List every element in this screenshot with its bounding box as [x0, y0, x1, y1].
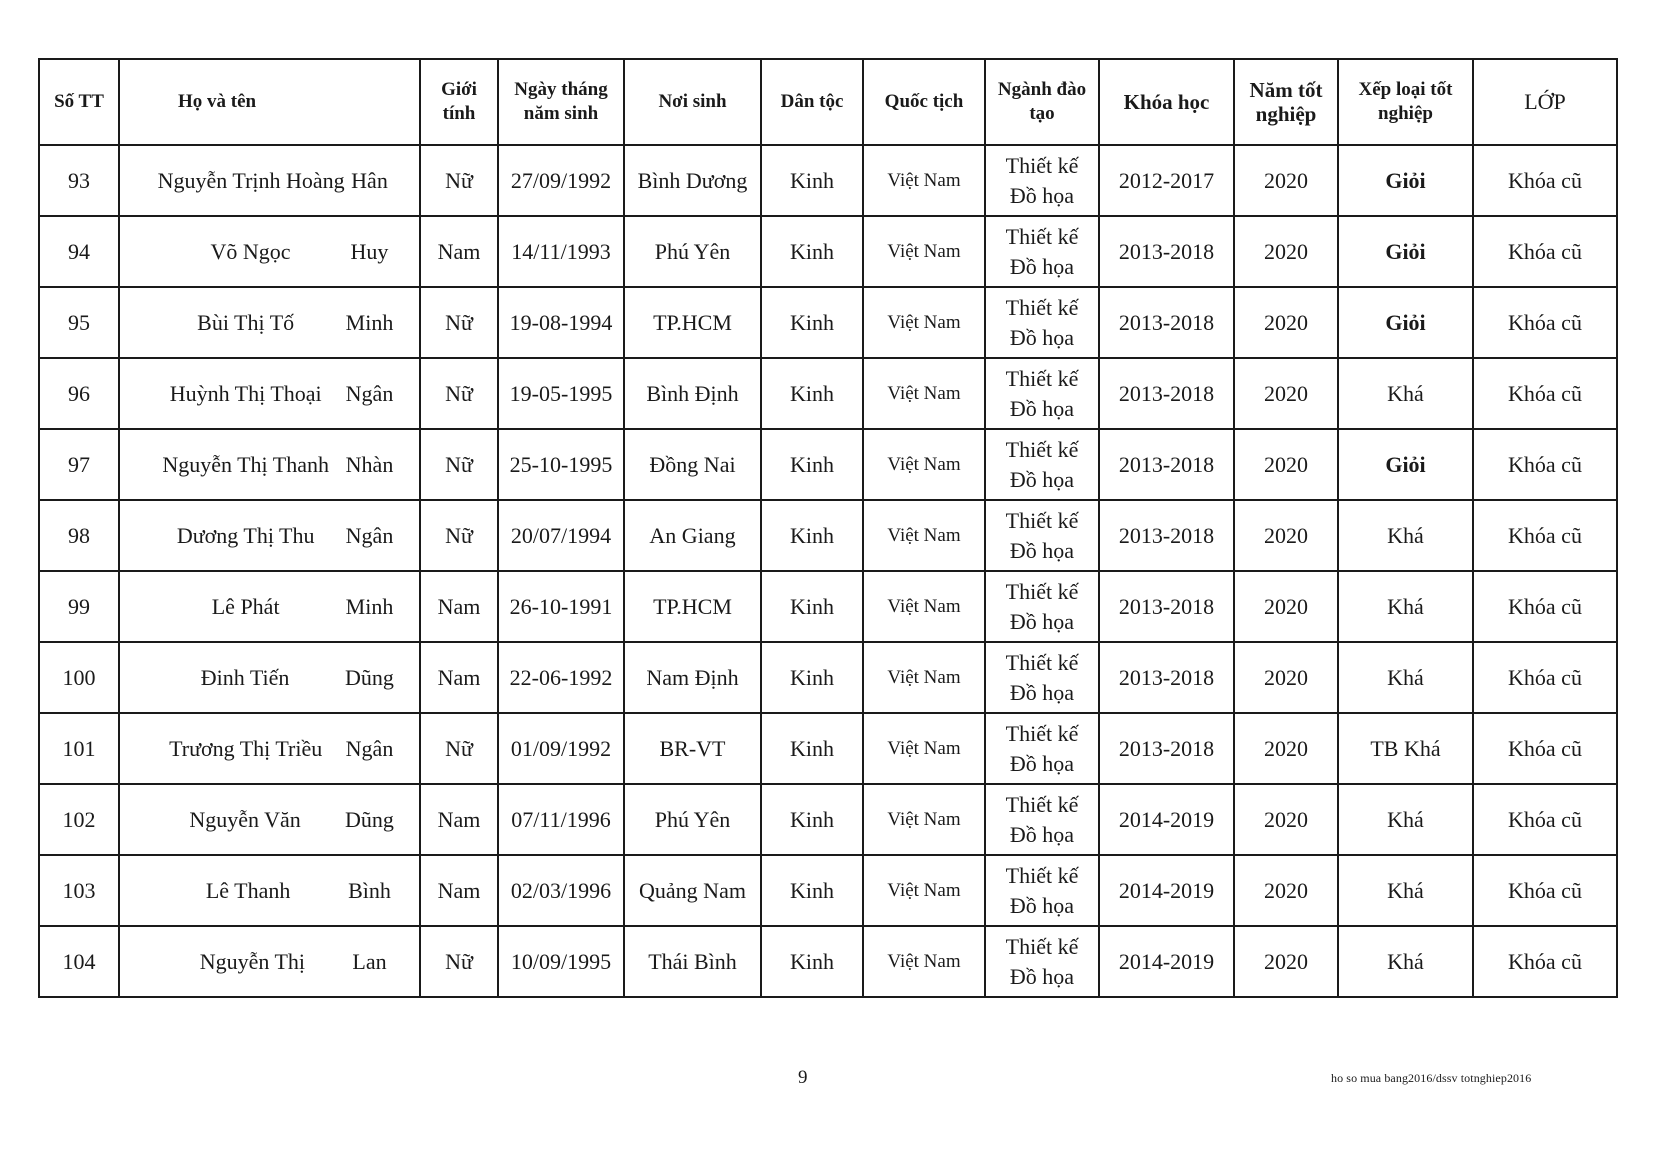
cell-nationality: Việt Nam [863, 571, 985, 642]
cell-nationality: Việt Nam [863, 429, 985, 500]
graduate-roster-table [38, 58, 1618, 998]
cell-class: Khóa cũ [1473, 145, 1617, 216]
cell-major: Thiết kế Đồ họa [985, 713, 1099, 784]
cell-major: Thiết kế Đồ họa [985, 855, 1099, 926]
table-row [39, 429, 1617, 500]
cell-nationality: Việt Nam [863, 784, 985, 855]
cell-birthdate: 14/11/1993 [498, 216, 624, 287]
cell-major: Thiết kế Đồ họa [985, 145, 1099, 216]
cell-gender: Nam [420, 571, 498, 642]
cell-class: Khóa cũ [1473, 287, 1617, 358]
cell-rank: Giỏi [1338, 145, 1473, 216]
cell-birthdate: 19-08-1994 [498, 287, 624, 358]
cell-ethnicity: Kinh [761, 216, 863, 287]
cell-grad-year: 2020 [1234, 926, 1338, 997]
cell-grad-year: 2020 [1234, 713, 1338, 784]
surname: Bùi Thị Tố [197, 309, 295, 335]
cell-birthplace: Nam Định [624, 642, 761, 713]
header-rank: Xếp loại tốt nghiệp [1338, 59, 1473, 145]
cell-grad-year: 2020 [1234, 358, 1338, 429]
cell-ethnicity: Kinh [761, 500, 863, 571]
cell-stt: 104 [39, 926, 119, 997]
cell-birthdate: 25-10-1995 [498, 429, 624, 500]
given-name: Minh [345, 309, 394, 335]
cell-full-name [119, 784, 420, 855]
cell-birthdate: 10/09/1995 [498, 926, 624, 997]
cell-gender: Nữ [420, 287, 498, 358]
cell-class: Khóa cũ [1473, 216, 1617, 287]
cell-class: Khóa cũ [1473, 500, 1617, 571]
cell-birthplace: Bình Định [624, 358, 761, 429]
cell-birthplace: BR-VT [624, 713, 761, 784]
given-name: Huy [350, 238, 389, 264]
cell-gender: Nữ [420, 500, 498, 571]
cell-full-name [119, 145, 420, 216]
cell-ethnicity: Kinh [761, 287, 863, 358]
header-nationality: Quốc tịch [863, 59, 985, 145]
cell-course: 2013-2018 [1099, 358, 1234, 429]
cell-major: Thiết kế Đồ họa [985, 642, 1099, 713]
cell-course: 2013-2018 [1099, 500, 1234, 571]
cell-full-name [119, 358, 420, 429]
cell-birthdate: 19-05-1995 [498, 358, 624, 429]
cell-stt: 94 [39, 216, 119, 287]
cell-birthplace: An Giang [624, 500, 761, 571]
cell-gender: Nữ [420, 429, 498, 500]
table-row [39, 145, 1617, 216]
cell-major: Thiết kế Đồ họa [985, 500, 1099, 571]
table-row [39, 216, 1617, 287]
cell-full-name [119, 571, 420, 642]
cell-nationality: Việt Nam [863, 713, 985, 784]
cell-ethnicity: Kinh [761, 855, 863, 926]
table-row [39, 642, 1617, 713]
header-course: Khóa học [1099, 59, 1234, 145]
given-name: Hân [351, 167, 388, 193]
cell-stt: 97 [39, 429, 119, 500]
cell-ethnicity: Kinh [761, 429, 863, 500]
header-gender: Giới tính [420, 59, 498, 145]
cell-major: Thiết kế Đồ họa [985, 926, 1099, 997]
cell-grad-year: 2020 [1234, 642, 1338, 713]
cell-course: 2013-2018 [1099, 571, 1234, 642]
cell-stt: 102 [39, 784, 119, 855]
cell-full-name [119, 216, 420, 287]
cell-class: Khóa cũ [1473, 926, 1617, 997]
cell-class: Khóa cũ [1473, 429, 1617, 500]
cell-nationality: Việt Nam [863, 642, 985, 713]
cell-birthdate: 26-10-1991 [498, 571, 624, 642]
header-full-name: Họ và tên [119, 59, 420, 145]
cell-stt: 98 [39, 500, 119, 571]
cell-major: Thiết kế Đồ họa [985, 358, 1099, 429]
cell-rank: Giỏi [1338, 216, 1473, 287]
cell-nationality: Việt Nam [863, 926, 985, 997]
cell-birthdate: 01/09/1992 [498, 713, 624, 784]
table-row [39, 358, 1617, 429]
cell-class: Khóa cũ [1473, 642, 1617, 713]
cell-rank: TB Khá [1338, 713, 1473, 784]
file-reference: ho so mua bang2016/dssv totnghiep2016 [1331, 1071, 1532, 1085]
surname: Nguyễn Trịnh Hoàng [157, 167, 345, 193]
cell-course: 2013-2018 [1099, 713, 1234, 784]
table-row [39, 287, 1617, 358]
table-body [39, 145, 1617, 997]
cell-gender: Nữ [420, 145, 498, 216]
cell-course: 2014-2019 [1099, 926, 1234, 997]
cell-nationality: Việt Nam [863, 500, 985, 571]
cell-ethnicity: Kinh [761, 926, 863, 997]
table-row [39, 500, 1617, 571]
cell-major: Thiết kế Đồ họa [985, 784, 1099, 855]
header-birthplace: Nơi sinh [624, 59, 761, 145]
table-row [39, 855, 1617, 926]
table-row [39, 926, 1617, 997]
cell-gender: Nam [420, 855, 498, 926]
cell-birthdate: 07/11/1996 [498, 784, 624, 855]
cell-birthplace: TP.HCM [624, 287, 761, 358]
cell-grad-year: 2020 [1234, 145, 1338, 216]
cell-nationality: Việt Nam [863, 145, 985, 216]
given-name: Dũng [345, 806, 394, 832]
cell-grad-year: 2020 [1234, 784, 1338, 855]
cell-rank: Giỏi [1338, 429, 1473, 500]
surname: Nguyễn Thị Thanh [162, 451, 329, 477]
given-name: Bình [348, 877, 391, 903]
surname: Nguyễn Thị [199, 948, 306, 974]
cell-rank: Khá [1338, 855, 1473, 926]
cell-rank: Khá [1338, 358, 1473, 429]
header-class: LỚP [1473, 59, 1617, 145]
cell-ethnicity: Kinh [761, 713, 863, 784]
surname: Trương Thị Triều [169, 735, 323, 761]
cell-course: 2014-2019 [1099, 855, 1234, 926]
cell-grad-year: 2020 [1234, 855, 1338, 926]
surname: Đinh Tiến [200, 664, 290, 690]
cell-birthplace: Quảng Nam [624, 855, 761, 926]
cell-major: Thiết kế Đồ họa [985, 287, 1099, 358]
surname: Võ Ngọc [210, 238, 291, 264]
cell-birthdate: 20/07/1994 [498, 500, 624, 571]
cell-grad-year: 2020 [1234, 429, 1338, 500]
surname: Lê Phát [211, 593, 280, 619]
cell-full-name [119, 287, 420, 358]
cell-birthdate: 22-06-1992 [498, 642, 624, 713]
cell-major: Thiết kế Đồ họa [985, 571, 1099, 642]
cell-birthdate: 27/09/1992 [498, 145, 624, 216]
cell-gender: Nữ [420, 358, 498, 429]
cell-stt: 96 [39, 358, 119, 429]
cell-grad-year: 2020 [1234, 216, 1338, 287]
cell-rank: Khá [1338, 642, 1473, 713]
table-row [39, 784, 1617, 855]
cell-gender: Nữ [420, 926, 498, 997]
cell-rank: Giỏi [1338, 287, 1473, 358]
cell-course: 2012-2017 [1099, 145, 1234, 216]
given-name: Ngân [345, 522, 394, 548]
cell-full-name [119, 713, 420, 784]
cell-stt: 95 [39, 287, 119, 358]
cell-rank: Khá [1338, 784, 1473, 855]
cell-gender: Nam [420, 216, 498, 287]
graduate-roster-sheet [38, 58, 1616, 998]
cell-full-name [119, 926, 420, 997]
cell-stt: 93 [39, 145, 119, 216]
cell-gender: Nam [420, 784, 498, 855]
cell-birthplace: Phú Yên [624, 216, 761, 287]
cell-course: 2013-2018 [1099, 287, 1234, 358]
page-number: 9 [798, 1067, 808, 1088]
cell-rank: Khá [1338, 571, 1473, 642]
given-name: Minh [345, 593, 394, 619]
cell-full-name [119, 429, 420, 500]
surname: Huỳnh Thị Thoại [169, 380, 322, 406]
cell-ethnicity: Kinh [761, 145, 863, 216]
cell-major: Thiết kế Đồ họa [985, 216, 1099, 287]
header-ethnicity: Dân tộc [761, 59, 863, 145]
cell-nationality: Việt Nam [863, 358, 985, 429]
cell-birthplace: Đồng Nai [624, 429, 761, 500]
cell-stt: 103 [39, 855, 119, 926]
cell-nationality: Việt Nam [863, 855, 985, 926]
given-name: Ngân [345, 735, 394, 761]
cell-ethnicity: Kinh [761, 784, 863, 855]
cell-grad-year: 2020 [1234, 287, 1338, 358]
cell-class: Khóa cũ [1473, 784, 1617, 855]
cell-class: Khóa cũ [1473, 855, 1617, 926]
given-name: Ngân [345, 380, 394, 406]
header-stt: Số TT [39, 59, 119, 145]
cell-nationality: Việt Nam [863, 287, 985, 358]
cell-gender: Nữ [420, 713, 498, 784]
cell-birthdate: 02/03/1996 [498, 855, 624, 926]
header-grad-year: Năm tốt nghiệp [1234, 59, 1338, 145]
cell-stt: 99 [39, 571, 119, 642]
cell-course: 2014-2019 [1099, 784, 1234, 855]
header-birthdate: Ngày tháng năm sinh [498, 59, 624, 145]
header-major: Ngành đào tạo [985, 59, 1099, 145]
cell-class: Khóa cũ [1473, 713, 1617, 784]
surname: Dương Thị Thu [176, 522, 315, 548]
surname: Nguyễn Văn [189, 806, 301, 832]
cell-ethnicity: Kinh [761, 642, 863, 713]
cell-grad-year: 2020 [1234, 571, 1338, 642]
table-row [39, 713, 1617, 784]
cell-gender: Nam [420, 642, 498, 713]
cell-rank: Khá [1338, 926, 1473, 997]
cell-class: Khóa cũ [1473, 571, 1617, 642]
cell-rank: Khá [1338, 500, 1473, 571]
cell-course: 2013-2018 [1099, 642, 1234, 713]
given-name: Dũng [345, 664, 394, 690]
cell-stt: 101 [39, 713, 119, 784]
cell-birthplace: Phú Yên [624, 784, 761, 855]
cell-stt: 100 [39, 642, 119, 713]
cell-course: 2013-2018 [1099, 429, 1234, 500]
cell-full-name [119, 500, 420, 571]
cell-ethnicity: Kinh [761, 571, 863, 642]
given-name: Lan [352, 948, 387, 974]
cell-full-name [119, 855, 420, 926]
cell-grad-year: 2020 [1234, 500, 1338, 571]
cell-ethnicity: Kinh [761, 358, 863, 429]
given-name: Nhàn [345, 451, 394, 477]
cell-birthplace: Bình Dương [624, 145, 761, 216]
cell-major: Thiết kế Đồ họa [985, 429, 1099, 500]
table-row [39, 571, 1617, 642]
cell-full-name [119, 642, 420, 713]
cell-nationality: Việt Nam [863, 216, 985, 287]
surname: Lê Thanh [205, 877, 291, 903]
cell-birthplace: Thái Bình [624, 926, 761, 997]
cell-class: Khóa cũ [1473, 358, 1617, 429]
cell-course: 2013-2018 [1099, 216, 1234, 287]
cell-birthplace: TP.HCM [624, 571, 761, 642]
table-header-row [39, 59, 1617, 145]
